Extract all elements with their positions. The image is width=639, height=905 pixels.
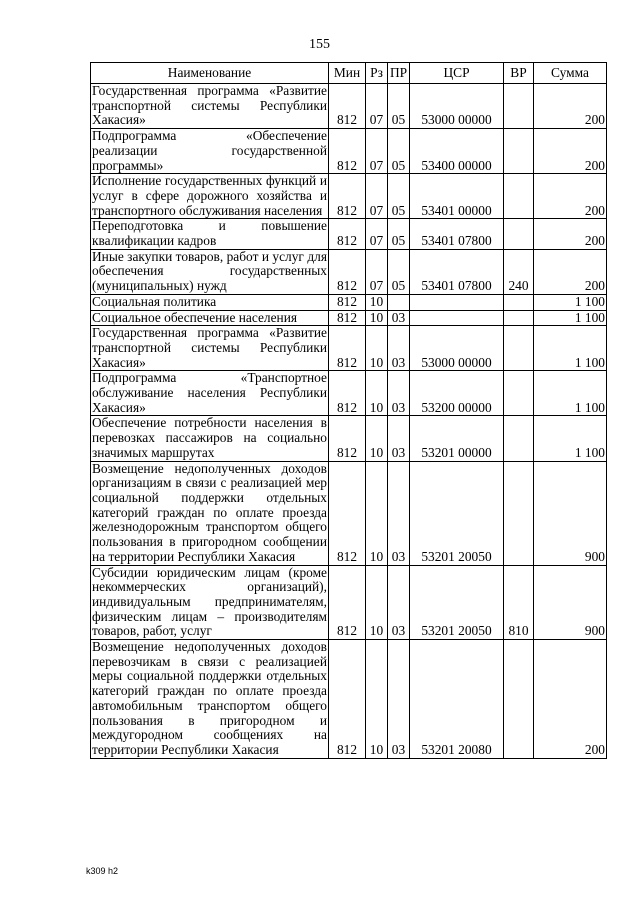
cell-name: Переподготовка и повышение квалификации кадров	[92, 218, 327, 249]
cell-csr: 53201 20050	[410, 565, 504, 640]
cell-csr	[410, 294, 504, 310]
cell-min: 812	[329, 416, 366, 461]
cell-min: 812	[329, 84, 366, 129]
cell-min: 812	[329, 294, 366, 310]
table-row	[91, 219, 607, 249]
cell-sum: 200	[534, 249, 607, 294]
cell-pr: 03	[388, 416, 410, 461]
cell-name: Обеспечение потребности населения в перевозках пассажиров на социально значимых маршрутах	[92, 415, 327, 460]
cell-name: Социальное обеспечение населения	[91, 310, 329, 326]
table-body	[91, 84, 607, 759]
table-row	[91, 129, 607, 174]
cell-min: 812	[329, 461, 366, 565]
cell-pr: 05	[388, 84, 410, 129]
cell-vr	[504, 294, 534, 310]
cell-sum: 200	[534, 84, 607, 129]
cell-sum: 200	[534, 640, 607, 759]
header-sum: Сумма	[534, 63, 607, 84]
cell-min: 812	[329, 310, 366, 326]
cell-name: Социальная политика	[91, 294, 329, 310]
cell-csr: 53201 00000	[410, 416, 504, 461]
cell-sum: 200	[534, 219, 607, 249]
cell-rz: 07	[366, 84, 388, 129]
cell-min: 812	[329, 565, 366, 640]
cell-csr: 53201 20080	[410, 640, 504, 759]
cell-min: 812	[329, 219, 366, 249]
header-csr: ЦСР	[410, 63, 504, 84]
table-row	[91, 84, 607, 129]
cell-pr: 03	[388, 326, 410, 371]
cell-sum: 900	[534, 565, 607, 640]
cell-min: 812	[329, 640, 366, 759]
table-header-row	[91, 63, 607, 84]
cell-name: Возмещение недополученных доходов перевозчикам в связи с реализацией меры социальной поддержки отдельных категорий граждан по оплате проезда автомобильным транспортом общего пользования в пригородном и междугородном сообщениях на территории Республики Хакасия	[92, 639, 327, 757]
cell-name: Подпрограмма «Обеспечение реализации государственной программы»	[92, 128, 327, 173]
cell-vr	[504, 84, 534, 129]
cell-sum: 1 100	[534, 371, 607, 416]
cell-pr: 05	[388, 249, 410, 294]
cell-name: Субсидии юридическим лицам (кроме некоммерческих организаций), индивидуальным предпринимателям, физическим лицам – производителям товаров, работ, услуг	[92, 564, 327, 639]
cell-sum: 1 100	[534, 294, 607, 310]
cell-pr: 05	[388, 219, 410, 249]
header-name: Наименование	[91, 63, 329, 84]
header-rz: Рз	[366, 63, 388, 84]
cell-rz: 10	[366, 416, 388, 461]
cell-min: 812	[329, 249, 366, 294]
cell-csr	[410, 310, 504, 326]
cell-vr	[504, 219, 534, 249]
cell-vr: 240	[504, 249, 534, 294]
cell-csr: 53000 00000	[410, 326, 504, 371]
cell-rz: 10	[366, 326, 388, 371]
table-row	[91, 416, 607, 461]
cell-min: 812	[329, 371, 366, 416]
cell-sum: 1 100	[534, 416, 607, 461]
page-number: 155	[309, 37, 330, 52]
cell-vr	[504, 416, 534, 461]
cell-csr: 53400 00000	[410, 129, 504, 174]
footer-code: k309 h2	[86, 866, 119, 876]
cell-name: Возмещение недополученных доходов организациям в связи с реализацией мер социальной поддержки отдельных категорий граждан по оплате проезда железнодорожным транспортом общего пользования в пригородном сообщении на территории Республики Хакасия	[92, 460, 327, 564]
cell-min: 812	[329, 129, 366, 174]
cell-name: Иные закупки товаров, работ и услуг для обеспечения государственных (муниципальных) нужд	[92, 248, 327, 294]
cell-min: 812	[329, 326, 366, 371]
cell-csr: 53201 20050	[410, 461, 504, 565]
cell-pr: 03	[388, 640, 410, 759]
table-row	[91, 249, 607, 294]
table-row	[91, 640, 607, 759]
table-row	[91, 326, 607, 371]
cell-csr: 53000 00000	[410, 84, 504, 129]
cell-rz: 07	[366, 249, 388, 294]
cell-rz: 07	[366, 174, 388, 219]
cell-vr	[504, 129, 534, 174]
cell-sum: 1 100	[534, 310, 607, 326]
cell-pr: 03	[388, 461, 410, 565]
cell-vr	[504, 461, 534, 565]
cell-vr	[504, 371, 534, 416]
table-row	[91, 461, 607, 565]
cell-rz: 10	[366, 565, 388, 640]
cell-pr: 05	[388, 174, 410, 219]
cell-min: 812	[329, 174, 366, 219]
header-pr: ПР	[388, 63, 410, 84]
cell-name: Государственная программа «Развитие транспортной системы Республики Хакасия»	[92, 325, 327, 370]
cell-pr: 03	[388, 310, 410, 326]
header-vr: ВР	[504, 63, 534, 84]
cell-pr	[388, 294, 410, 310]
cell-vr: 810	[504, 565, 534, 640]
table-row	[91, 565, 607, 640]
cell-vr	[504, 640, 534, 759]
cell-sum: 200	[534, 129, 607, 174]
cell-csr: 53401 07800	[410, 219, 504, 249]
cell-name: Подпрограмма «Транспортное обслуживание населения Республики Хакасия»	[92, 370, 327, 415]
cell-rz: 10	[366, 294, 388, 310]
cell-pr: 03	[388, 371, 410, 416]
cell-name: Исполнение государственных функций и услуг в сфере дорожного хозяйства и транспортного обслуживания населения	[92, 173, 327, 218]
cell-pr: 05	[388, 129, 410, 174]
cell-rz: 07	[366, 219, 388, 249]
table-row	[91, 371, 607, 416]
cell-sum: 1 100	[534, 326, 607, 371]
table-row	[91, 310, 607, 326]
header-min: Мин	[329, 63, 366, 84]
cell-rz: 10	[366, 640, 388, 759]
cell-vr	[504, 174, 534, 219]
budget-table	[90, 62, 607, 759]
cell-rz: 07	[366, 129, 388, 174]
cell-pr: 03	[388, 565, 410, 640]
table-row	[91, 294, 607, 310]
cell-sum: 900	[534, 461, 607, 565]
cell-sum: 200	[534, 174, 607, 219]
cell-csr: 53200 00000	[410, 371, 504, 416]
cell-rz: 10	[366, 310, 388, 326]
cell-csr: 53401 07800	[410, 249, 504, 294]
cell-vr	[504, 310, 534, 326]
cell-vr	[504, 326, 534, 371]
table-row	[91, 174, 607, 219]
cell-name: Государственная программа «Развитие транспортной системы Республики Хакасия»	[92, 83, 327, 128]
cell-csr: 53401 00000	[410, 174, 504, 219]
cell-rz: 10	[366, 371, 388, 416]
cell-rz: 10	[366, 461, 388, 565]
